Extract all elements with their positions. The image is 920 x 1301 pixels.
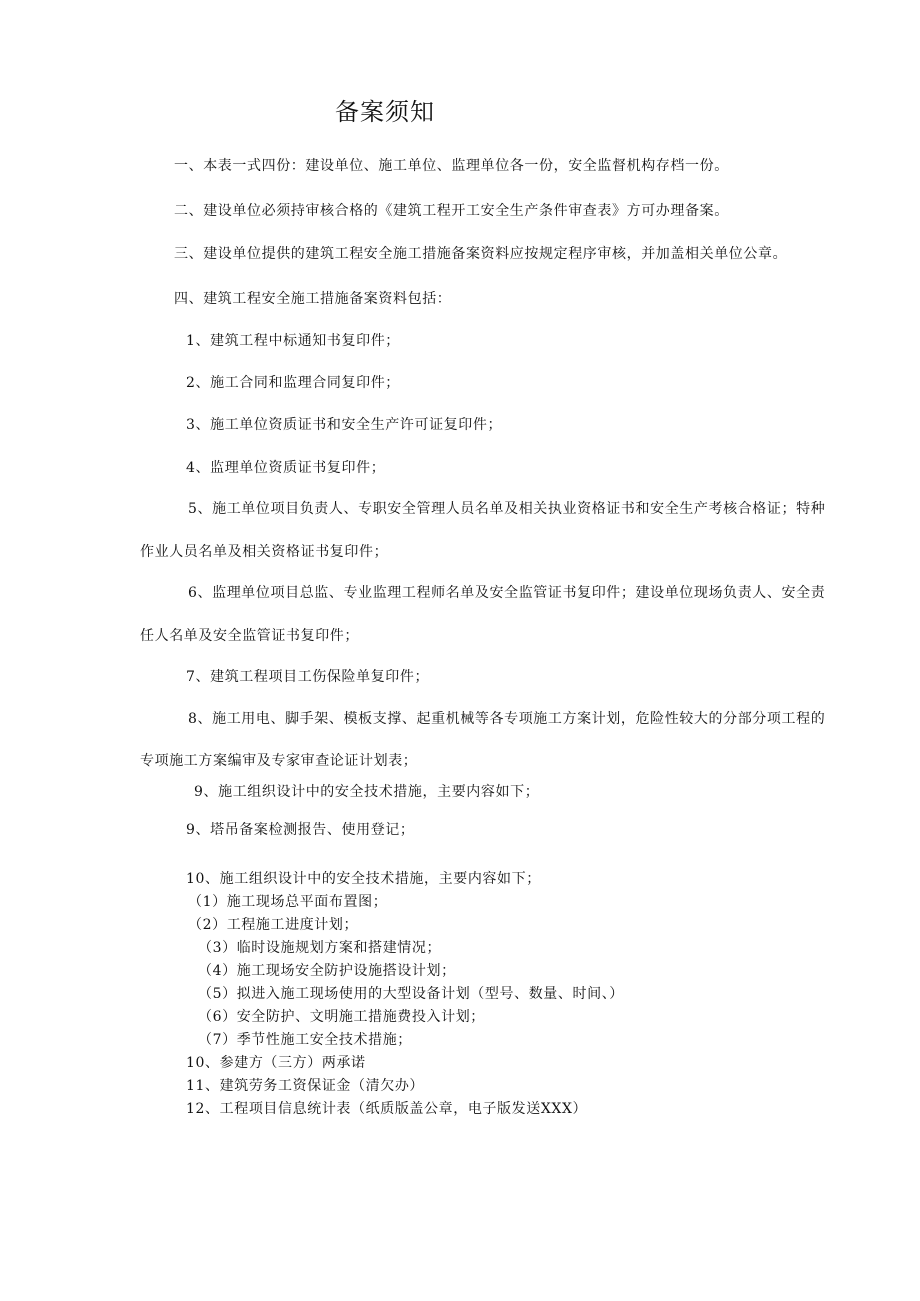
sub-item-1: （1）施工现场总平面布置图； <box>188 894 388 910</box>
paragraph-1: 一、本表一式四份：建设单位、施工单位、监理单位各一份，安全监督机构存档一份。 <box>174 158 729 174</box>
sub-item-2: （2）工程施工进度计划； <box>188 917 359 933</box>
paragraph-4: 四、建筑工程安全施工措施备案资料包括： <box>174 291 452 307</box>
list-item-1: 1、建筑工程中标通知书复印件； <box>186 333 400 349</box>
list-item-10b: 10、参建方（三方）两承诺 <box>186 1055 366 1071</box>
list-item-3: 3、施工单位资质证书和安全生产许可证复印件； <box>186 417 503 433</box>
sub-item-7: （7）季节性施工安全技术措施； <box>198 1032 412 1048</box>
document-title: 备案须知 <box>335 98 435 126</box>
list-item-9a: 9、施工组织设计中的安全技术措施，主要内容如下； <box>194 784 540 800</box>
list-item-2: 2、施工合同和监理合同复印件； <box>186 375 400 391</box>
paragraph-2: 二、建设单位必须持审核合格的《建筑工程开工安全生产条件审查表》方可办理备案。 <box>174 203 729 219</box>
sub-item-3: （3）临时设施规划方案和搭建情况； <box>198 940 442 956</box>
list-item-6-line-1: 6、监理单位项目总监、专业监理工程师名单及安全监管证书复印件；建设单位现场负责人、安全责 <box>188 585 826 601</box>
list-item-5-line-1: 5、施工单位项目负责人、专职安全管理人员名单及相关执业资格证书和安全生产考核合格证；特种 <box>188 501 826 517</box>
list-item-4: 4、监理单位资质证书复印件； <box>186 460 386 476</box>
sub-item-4: （4）施工现场安全防护设施搭设计划； <box>198 963 456 979</box>
list-item-5-line-2: 作业人员名单及相关资格证书复印件； <box>140 544 389 560</box>
list-item-8-line-2: 专项施工方案编审及专家审查论证计划表； <box>140 753 418 769</box>
list-item-11: 11、建筑劳务工资保证金（清欠办） <box>186 1078 425 1094</box>
list-item-12: 12、工程项目信息统计表（纸质版盖公章，电子版发送XXX） <box>186 1101 588 1117</box>
paragraph-3: 三、建设单位提供的建筑工程安全施工措施备案资料应按规定程序审核，并加盖相关单位公章。 <box>174 246 788 262</box>
list-item-6-line-2: 任人名单及安全监管证书复印件； <box>140 628 359 644</box>
list-item-7: 7、建筑工程项目工伤保险单复印件； <box>186 669 430 685</box>
list-item-10: 10、施工组织设计中的安全技术措施，主要内容如下； <box>186 871 541 887</box>
list-item-8-line-1: 8、施工用电、脚手架、模板支撑、起重机械等各专项施工方案计划，危险性较大的分部分项工程的 <box>188 711 826 727</box>
list-item-9b: 9、塔吊备案检测报告、使用登记； <box>186 822 415 838</box>
sub-item-6: （6）安全防护、文明施工措施费投入计划； <box>198 1009 485 1025</box>
sub-item-5: （5）拟进入施工现场使用的大型设备计划（型号、数量、时间、） <box>198 986 624 1002</box>
